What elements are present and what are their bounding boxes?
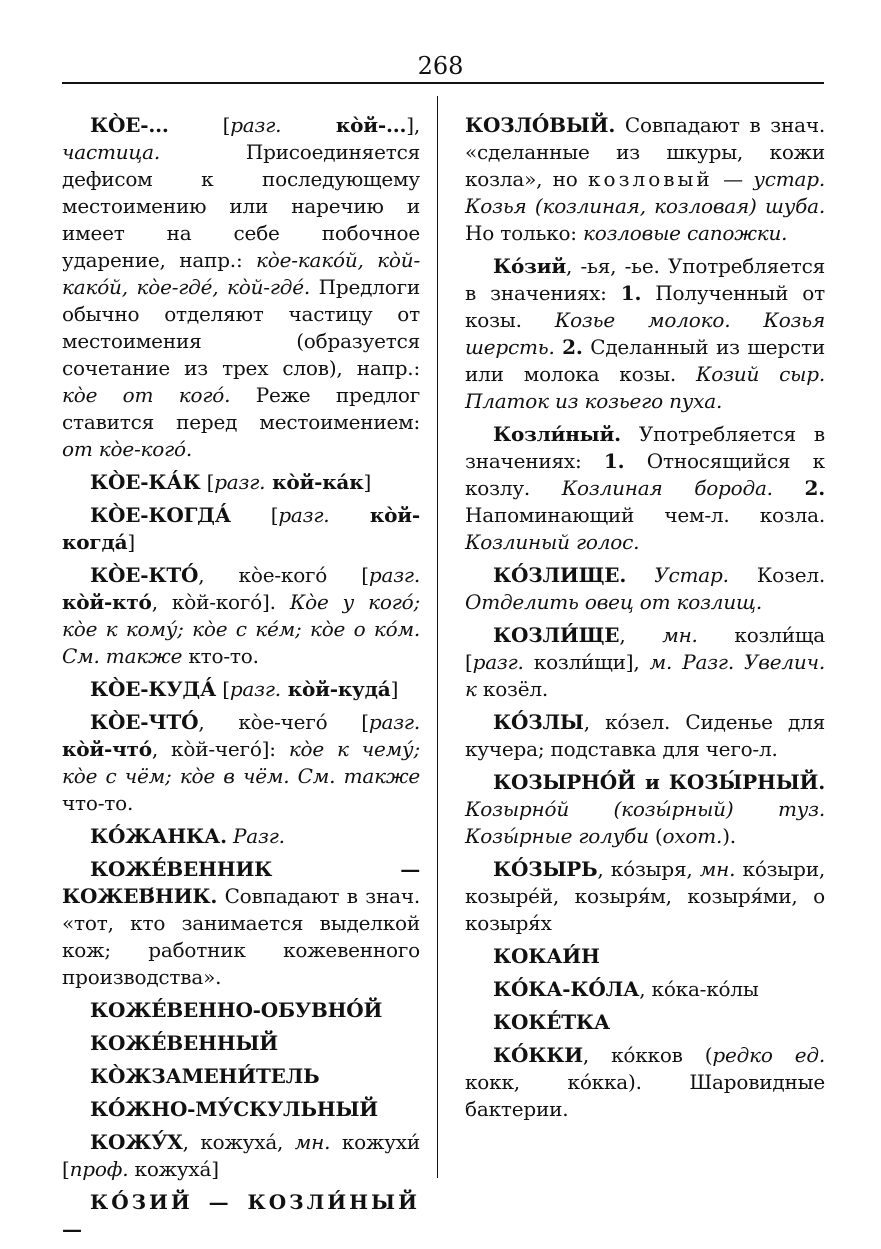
entry-text <box>773 476 805 500</box>
entry-text: кожухи́ [ <box>62 1130 421 1181</box>
entry-text: Употребляется в значениях: <box>465 422 825 473</box>
entry-text: Сделанный из шерсти или молока козы. <box>465 335 825 386</box>
italic-note: редко ед. <box>712 1043 825 1067</box>
headword: КО̀Е-КУДА́ <box>90 677 217 701</box>
italic-note: ко̀е-како́й, ко̀й-како́й, ко̀е-где́, ко̀й-где́. <box>62 248 420 299</box>
italic-note: мн. <box>294 1130 331 1154</box>
headword: КО̀ЖЗАМЕНИ́ТЕЛЬ <box>90 1064 320 1088</box>
dictionary-entry-kozhanka <box>62 823 420 850</box>
headword: 1. <box>620 281 642 305</box>
entry-text: Козел. <box>728 563 825 587</box>
entry-text: Но только: <box>465 221 583 245</box>
italic-note: Козий сыр. Платок из козьего пуха. <box>465 362 825 413</box>
dictionary-entry-koe-chto <box>62 709 420 817</box>
headword: КО́ЗЫРЬ <box>493 857 598 881</box>
entry-text: , ко́ка-ко́лы <box>639 977 759 1001</box>
headword: 2. <box>804 476 825 500</box>
dictionary-entry-koe-kak <box>62 469 420 496</box>
dictionary-entry-koe-particle <box>62 112 420 463</box>
headword: КО́ЗЛЫ <box>493 710 584 734</box>
headword: КОКЕ́ТКА <box>493 1010 611 1034</box>
dictionary-entry-kokain <box>465 943 825 970</box>
entry-text: ( <box>648 824 663 848</box>
headword: КО̀Е-ЧТО́ <box>90 710 199 734</box>
dictionary-entry-kozlishche-mn <box>465 622 825 703</box>
dictionary-entry-kozyrnoy <box>465 769 825 850</box>
italic-note: Устар. <box>626 563 729 587</box>
italic-note: Козье молоко. Козья шерсть. <box>465 308 825 359</box>
entry-text: [ <box>230 503 279 527</box>
italic-note: частица. <box>62 140 161 164</box>
entry-text: , ко̀й-кого́]. <box>151 590 290 614</box>
headword: КОЖЕ́ВЕННЫЙ <box>90 1031 278 1055</box>
entry-text: кожуха́] <box>128 1157 219 1181</box>
italic-note: мн. <box>662 623 698 647</box>
italic-note: разг. <box>368 563 420 587</box>
entry-text: ] <box>363 470 372 494</box>
entry-text: — <box>712 167 754 191</box>
italic-note: ко̀е к чему́; ко̀е с чём; ко̀е в чём. См. также <box>62 737 420 788</box>
entry-text: козли́ща [ <box>465 623 825 674</box>
headword: ко̀й-... <box>281 113 407 137</box>
italic-note: разг. <box>214 470 266 494</box>
headword: КО́ЗЛИЩЕ. <box>493 563 627 587</box>
italic-note: от ко̀е-кого́. <box>62 437 193 461</box>
dictionary-entry-koziy <box>465 253 825 415</box>
headword: 2. <box>562 335 583 359</box>
page-number: 268 <box>417 52 464 80</box>
italic-note: устар. Козья (козлиная, козловая) шуба. <box>465 167 825 218</box>
dictionary-entry-kozhzamenitel <box>62 1063 420 1090</box>
headword: Козли́ный. <box>493 422 621 446</box>
header-rule <box>62 82 824 84</box>
italic-note: ко̀е от кого́. <box>62 383 231 407</box>
headword: КО́ЖНО-МУ́СКУЛЬНЫЙ <box>90 1097 379 1121</box>
headword: ко̀й-что́ <box>62 737 152 761</box>
headword: ко̀й-ка́к <box>265 470 364 494</box>
entry-text: [ <box>168 113 231 137</box>
entry-text: [ <box>200 470 215 494</box>
headword: КОЗЛИ́ЩЕ <box>493 623 620 647</box>
entry-text: Полученный от козы. <box>465 281 825 332</box>
entry-text: ко́зыри, козыре́й, козыря́м, козыря́ми, о козыря́х <box>465 857 826 935</box>
headword: КО̀Е-КОГДА́ <box>90 503 231 527</box>
entry-text: , ко̀е-кого́ [ <box>198 563 369 587</box>
dictionary-entry-kokki <box>465 1042 825 1123</box>
italic-note: Отделить овец от козлищ. <box>465 590 762 614</box>
italic-note: Разг. <box>226 824 285 848</box>
headword: КОЗЫРНО́Й и КОЗЫ́РНЫЙ. <box>493 770 825 794</box>
italic-note: Ко̀е у кого́; ко̀е к кому́; ко̀е с ке́м; ко̀е о ко́м. См. также <box>62 590 420 668</box>
entry-text: Предлоги обычно отделяют частицу от местоимения (образуется сочетание из трех слов), напр.: <box>62 275 420 380</box>
dictionary-entry-koe-kto <box>62 562 420 670</box>
entry-text: Совпадают в знач. «сделанные из шкуры, кожи козла», но <box>465 113 825 191</box>
italic-note: проф. <box>69 1157 129 1181</box>
italic-note: Козлиный голос. <box>465 530 640 554</box>
entry-text: ). <box>722 824 736 848</box>
italic-note: мн. <box>699 857 736 881</box>
entry-text: , ко̀й-чего́]: <box>151 737 289 761</box>
entry-text: что-то. <box>62 791 134 815</box>
entry-text: козловый <box>588 167 713 191</box>
dictionary-entry-kozhevenny <box>62 1030 420 1057</box>
entry-text: , ко́зел. Сиденье для кучера; подставка для чего-л. <box>465 710 825 761</box>
dictionary-entry-kozlovy <box>465 112 825 247</box>
dictionary-entry-kozlishche-ustar <box>465 562 825 616</box>
dictionary-entry-kozhevennik <box>62 856 420 991</box>
left-column <box>62 112 420 1249</box>
italic-note: м. Разг. Увелич. <box>649 650 825 674</box>
italic-note: разг. <box>229 677 281 701</box>
column-divider <box>437 96 438 1178</box>
entry-text: [ <box>216 677 230 701</box>
headword: КО́ККИ <box>493 1043 583 1067</box>
headword: КО́КА-КО́ЛА <box>493 977 640 1001</box>
dictionary-entry-koketka <box>465 1009 825 1036</box>
headword: КО̀Е-КА́К <box>90 470 201 494</box>
right-column <box>465 112 825 1129</box>
dictionary-entry-koziy-kozliny <box>62 1189 420 1243</box>
entry-text: , ко́кков ( <box>582 1043 713 1067</box>
italic-note: разг. <box>472 650 524 674</box>
headword: КО́ЖАНКА. <box>90 824 227 848</box>
dictionary-entry-kozhno-muskulny <box>62 1096 420 1123</box>
entry-text: козли́щи], <box>523 650 650 674</box>
italic-note: Козырно́й (козы́рный) туз. Козы́рные голуби <box>465 797 825 848</box>
entry-text: , ко́зыря, <box>597 857 700 881</box>
headword: ко̀й-кто́ <box>62 590 152 614</box>
entry-text: , ко̀е-чего́ [ <box>198 710 369 734</box>
entry-text: Присоединяется дефисом к последующему местоимению или наречию и имеет на себе побочное ударение, напр.: <box>62 140 420 272</box>
dictionary-entry-kozyr <box>465 856 825 937</box>
headword: КОЖЕ́ВЕННО-ОБУВНО́Й <box>90 998 383 1022</box>
entry-text: ] <box>127 530 135 554</box>
entry-text: ] <box>390 677 399 701</box>
headword: ко̀й-куда́ <box>280 677 391 701</box>
headword: ко̀й-когда́ <box>62 503 420 554</box>
italic-note: разг. <box>368 710 420 734</box>
italic-note: к <box>465 677 477 701</box>
headword: КОЖЕ́ВЕННИК — КОЖЕВ́НИК. <box>62 857 420 908</box>
italic-note: Козлиная борода. <box>561 476 773 500</box>
headword: Ко́зий <box>493 254 566 278</box>
headword: КО̀Е-КТО́ <box>90 563 199 587</box>
entry-text: Реже предлог ставится перед местоимением: <box>62 383 420 434</box>
entry-text: ], <box>406 113 420 137</box>
entry-text: Напоминающий чем-л. козла. <box>465 503 825 527</box>
entry-text: кокк, ко́кка). Шаровидные бактерии. <box>465 1070 825 1121</box>
dictionary-entry-kozhukh <box>62 1129 420 1183</box>
entry-text: Совпадают в знач. «тот, кто занимается выделкой кож; работник кожевенного производства». <box>62 884 420 989</box>
entry-text: , -ья, -ье. Употребляется в значениях: <box>465 254 825 305</box>
dictionary-entry-koe-kuda <box>62 676 420 703</box>
entry-text: Относящийся к козлу. <box>465 449 825 500</box>
headword: КОЗЛО́ВЫЙ. <box>465 113 616 137</box>
headword: 1. <box>603 449 625 473</box>
dictionary-entry-kozly <box>465 709 825 763</box>
italic-note: разг. <box>230 113 282 137</box>
entry-text: козёл. <box>476 677 549 701</box>
headword: КО́ЗИЙ — КОЗЛИ́НЫЙ — <box>62 1190 420 1241</box>
dictionary-entry-koe-kogda <box>62 502 420 556</box>
italic-note: козловые сапожки. <box>582 221 788 245</box>
dictionary-entry-kozhevenno-obuvnoy <box>62 997 420 1024</box>
headword: КОЖУ́Х <box>90 1130 183 1154</box>
entry-text: , <box>619 623 663 647</box>
italic-note: охот. <box>662 824 723 848</box>
italic-note: разг. <box>278 503 330 527</box>
dictionary-entry-kozliny <box>465 421 825 556</box>
headword: КОКАИ́Н <box>493 944 600 968</box>
entry-text: кто-то. <box>182 644 259 668</box>
entry-text: , кожуха́, <box>182 1130 295 1154</box>
headword: КО̀Е-... <box>90 113 169 137</box>
dictionary-entry-koka-kola <box>465 976 825 1003</box>
